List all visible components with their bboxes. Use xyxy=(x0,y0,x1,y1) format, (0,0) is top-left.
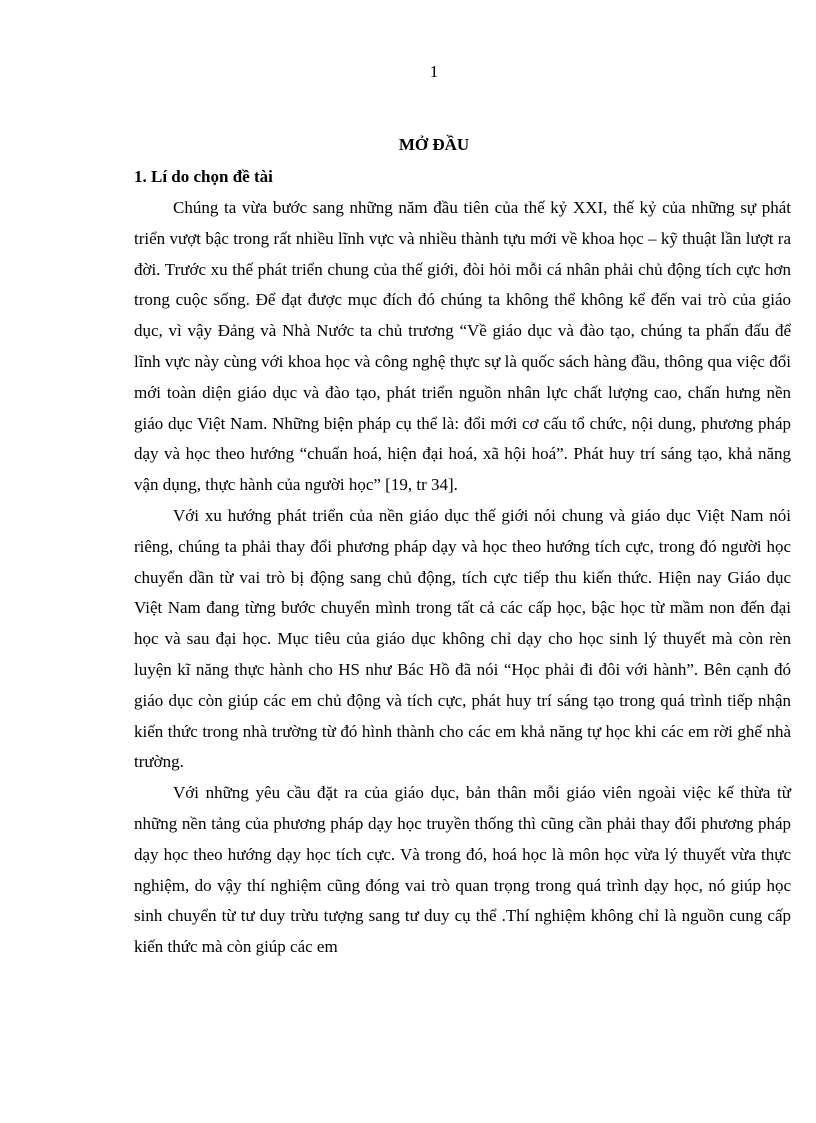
paragraph: Chúng ta vừa bước sang những năm đầu tiên của thế kỷ XXI, thế kỷ của những sự phát triển vượt bậc trong rất nhiều lĩnh vực và nhiều thành tựu mới về khoa học – kỹ thuật lần lượt ra đời. Trước xu thế phát triển chung của thế giới, đòi hỏi mỗi cá nhân phải chủ động tích cực hơn trong cuộc sống. Để đạt được mục đích đó chúng ta không thể không kể đến vai trò của giáo dục, vì vậy Đảng và Nhà Nước ta chủ trương “Về giáo dục và đào tạo, chúng ta phấn đấu để lĩnh vực này cùng với khoa học và công nghệ thực sự là quốc sách hàng đầu, thông qua việc đổi mới toàn diện giáo dục và đào tạo, phát triển nguồn nhân lực chất lượng cao, chấn hưng nền giáo dục Việt Nam. Những biện pháp cụ thể là: đổi mới cơ cấu tổ chức, nội dung, phương pháp dạy và học theo hướng “chuẩn hoá, hiện đại hoá, xã hội hoá”. Phát huy trí sáng tạo, khả năng vận dụng, thực hành của người học” [19, tr 34]. xyxy=(134,198,791,495)
page-title: MỞ ĐẦU xyxy=(398,135,470,154)
body-text xyxy=(134,193,791,963)
paragraph: Với xu hướng phát triển của nền giáo dục thế giới nói chung và giáo dục Việt Nam nói riêng, chúng ta phải thay đổi phương pháp dạy và học theo hướng tích cực, trong đó người học chuyển dần từ vai trò bị động sang chủ động, tích cực tiếp thu kiến thức. Hiện nay Giáo dục Việt Nam đang từng bước chuyển mình trong tất cả các cấp học, bậc học từ mầm non đến đại học và sau đại học. Mục tiêu của giáo dục không chỉ dạy cho học sinh lý thuyết mà còn rèn luyện kĩ năng thực hành cho HS như Bác Hồ đã nói “Học phải đi đôi với hành”. Bên cạnh đó giáo dục còn giúp các em chủ động và tích cực, phát huy trí sáng tạo trong quá trình tiếp nhận kiến thức trong nhà trường từ đó hình thành cho các em khả năng tự học khi các em rời ghế nhà trường. xyxy=(134,505,791,772)
page-number: 1 xyxy=(429,62,439,81)
paragraph: Với những yêu cầu đặt ra của giáo dục, bản thân mỗi giáo viên ngoài việc kế thừa từ những nền tảng của phương pháp dạy học truyền thống thì cũng cần phải thay đổi phương pháp dạy học theo hướng dạy học tích cực. Và trong đó, hoá học là môn học vừa lý thuyết vừa thực nghiệm, do vậy thí nghiệm cũng đóng vai trò quan trọng trong quá trình dạy học, nó giúp học sinh chuyển từ tư duy trừu tượng sang tư duy cụ thể .Thí nghiệm không chỉ là nguồn cung cấp kiến thức mà còn giúp các em xyxy=(134,783,791,957)
section-title: 1. Lí do chọn đề tài xyxy=(134,167,273,186)
